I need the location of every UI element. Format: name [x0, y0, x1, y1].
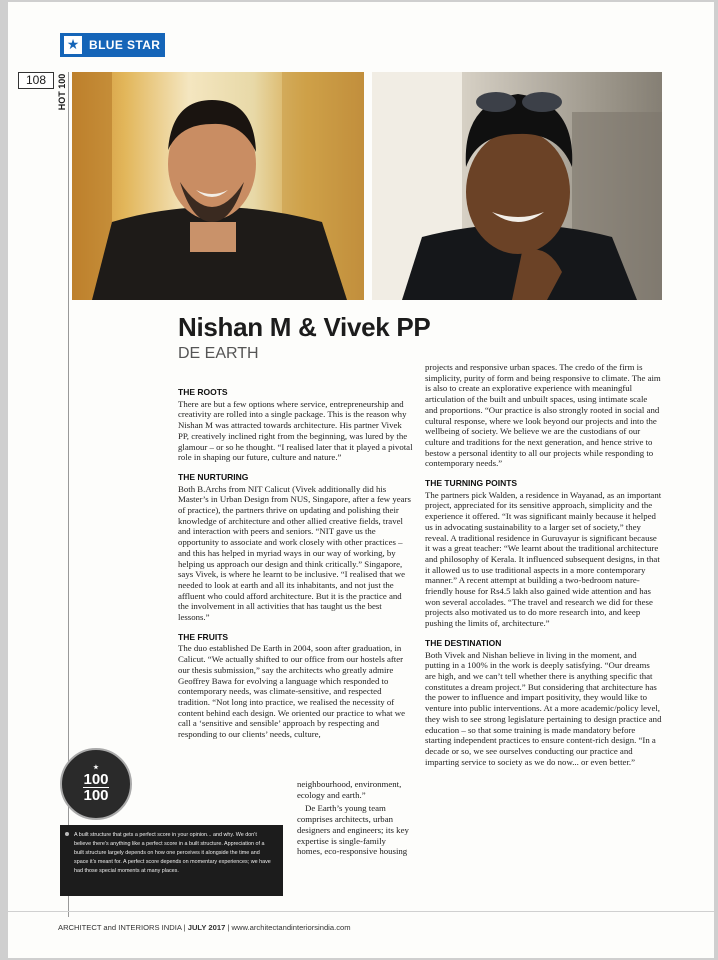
article-column-1	[178, 387, 413, 749]
section-body: Both B.Archs from NIT Calicut (Vivek additionally did his Master’s in Urban Design from NUS, Singapore, after a few years of practice), the partners thrive on updating and polishing their knowledge of architecture and other allied creative fields, travel and interaction with peers and seniors. “NIT gave us the opportunity to associate and work closely with other practices – and this has helped in myriad ways in our way of working, by helping us approach our design and think critically.” Singapore, says Vivek, is where he learnt to be inclusive. “I realised that we needed to look at earth and all its inhabitants, and not just the affluent who could afford architecture. But it is the practice and the involvement in all activities that has taught us the best lessons.”	[178, 483, 411, 623]
section-body: The duo established De Earth in 2004, soon after graduation, in Calicut. “We actually shifted to our office from our hostels after our thesis submission,” say the architects who greatly admire Geoffrey Bawa for evolving a language which responded to contemporary needs, was climate-sensitive, and respected tradition. “Not long into practice, we realised the necessity of content behind each design. We oriented our practice to what we call a ‘sensitive and sensible’ approach by respecting and responding to our clients’ needs, culture,	[178, 643, 406, 740]
section-heading: THE TURNING POINTS	[425, 478, 518, 489]
brand-badge	[60, 33, 165, 57]
page-number: 108	[18, 72, 54, 89]
section-body: projects and responsive urban spaces. The credo of the firm is simplicity, purity of form and being responsive to climate. The aim is also to create an explorative experience with meaningful articulation of the built and unbuilt spaces, using intimate scale and proportions. “Our practice is also strongly rooted in social and cultural response, where we look beyond our projects and into the wellbeing of society. We believe we are the custodians of our culture and traditions for the next generation, and hence strive to bestow a personal identity to all our projects while responding to contemporary needs.”	[425, 362, 661, 469]
badge-line-2: 100	[83, 787, 109, 804]
article-column-1-continued	[297, 779, 413, 857]
portrait-photo-vivek	[372, 72, 662, 300]
portrait-illustration	[372, 72, 662, 300]
section-body: neighbourhood, environment, ecology and earth.”	[297, 779, 402, 800]
badge-line-1: 100	[83, 771, 109, 788]
hot-100-badge	[60, 748, 132, 820]
portrait-illustration	[72, 72, 364, 300]
section-heading: THE DESTINATION	[425, 637, 502, 648]
section-body: There are but a few options where service, entrepreneurship and creativity are rolled into a single package. This is the reason why Nishan M was attracted towards architecture. His partner Vivek PP, creatively inclined right from the beginning, was lured by the glamour – or so he thought. “I realised later that it played a pivotal role in shaping our future, culture and nature.”	[178, 398, 413, 463]
section-body: Both Vivek and Nishan believe in living in the moment, and putting in a 100% in the work is deeply satisfying. “Our dreams are high, and we can’t tell whether there is anything specific that constitutes a dream project.” But considering that architecture has the power to influence and impart positivity, they would like to venture into public interventions. At a more academic/policy level, they wish to see strong legislature pertaining to design practice and education – so that some training is made mandatory before starting independent practices to ensure content-rich design. “In a decade or so, we see ourselves conducting our practice and imparting service to society as we do now... or even better.”	[425, 649, 662, 767]
section-tag	[56, 72, 68, 112]
footer-divider	[8, 911, 714, 912]
article-title: Nishan M & Vivek PP	[178, 312, 431, 342]
section-heading: THE FRUITS	[178, 631, 229, 642]
section-heading: THE NURTURING	[178, 471, 249, 482]
section-body: The partners pick Walden, a residence in Wayanad, as an important project, appreciated for its sensitive approach, simplicity and the experience it offered. “It was significant mainly because it helped us in advocating sustainability to a larger set of society,” they reveal. A traditional residence in Guruvayur is significant because it was a great teacher: “We learnt about the traditional architecture and philosophy of Kerala. It influenced subsequent designs, in that it allowed us to use traditional aspects in a more contemporary manner.” A recent attempt at building a two-bedroom nature-friendly house for Rs4.5 lakh also gained wide attention and has won several accolades. “The travel and research we did for these projects also motivated us to do more research into, and keep pushing the limits of, architecture.”	[425, 489, 662, 629]
footer-website: www.architectandinteriorsindia.com	[231, 923, 351, 932]
page-footer: ARCHITECT and INTERIORS INDIA | JULY 2017 | www.architectandinteriorsindia.com	[58, 923, 351, 932]
section-body: De Earth’s young team comprises architects, urban designers and engineers; its key expertise is single-family homes, eco-responsive housing	[297, 803, 409, 857]
badge-star-icon: ★	[93, 765, 99, 771]
quote-text: A built structure that gets a perfect score in your opinion... and why. We don’t believe there’s anything like a perfect score in a built structure. Appreciation of a built structure largely depends on how one perceives it alongside the time and space it’s meant for. A perfect score depends on momentary experiences; we have had those special moments at many places.	[74, 832, 271, 874]
bullet-icon	[65, 832, 69, 836]
section-heading: THE ROOTS	[178, 387, 228, 397]
footer-issue: JULY 2017	[187, 923, 226, 932]
firm-name: DE EARTH	[178, 345, 259, 362]
star-icon: ★	[64, 36, 82, 54]
quote-box	[60, 825, 283, 896]
portrait-photo-nishan	[72, 72, 364, 300]
article-column-2	[425, 362, 662, 776]
brand-label: BLUE STAR	[89, 38, 161, 52]
footer-publication: ARCHITECT and INTERIORS INDIA	[58, 923, 182, 932]
section-tag-label: HOT 100	[57, 73, 67, 111]
